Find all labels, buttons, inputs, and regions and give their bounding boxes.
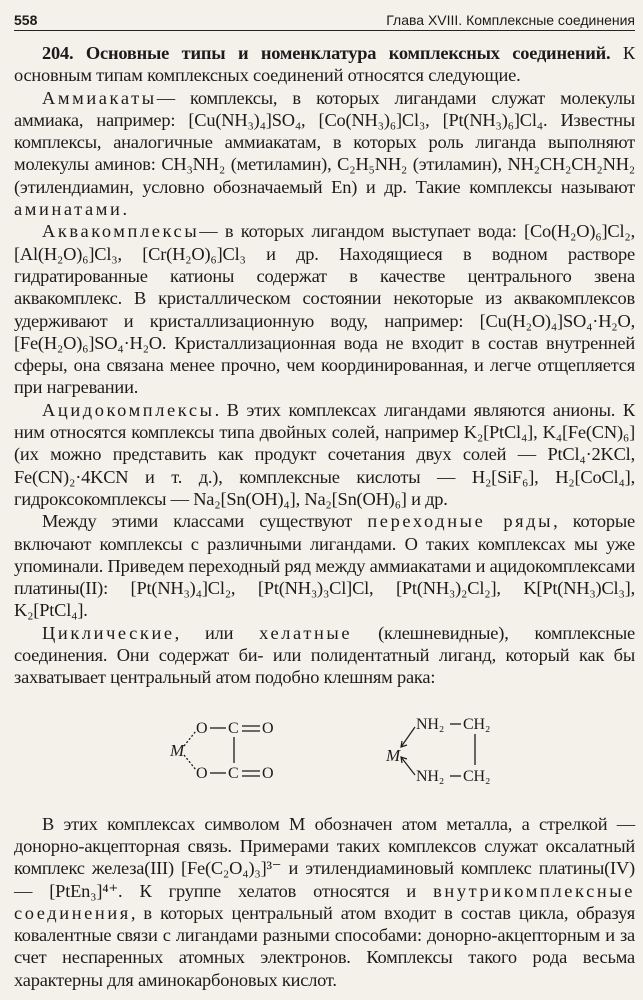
page	[14, 8, 635, 991]
en-arrow-bottom	[401, 757, 415, 775]
oxalate-o-bottom: O	[196, 764, 208, 782]
page-number: 558	[14, 12, 38, 28]
term-chelate: хелатные	[259, 622, 353, 643]
chelate-structures	[14, 691, 635, 809]
term-ammines: Аммиакаты	[42, 87, 157, 108]
oxalate-o-dbl-bottom: O	[262, 764, 274, 782]
formula-cu: [Cu(NH₃)₄]SO₄	[188, 109, 302, 130]
en-structure	[385, 716, 490, 785]
transitional-paragraph	[14, 510, 635, 621]
oxalate-o-top: O	[196, 719, 208, 737]
after-text: В этих комплексах символом М обозначен атом металла, а стрелкой — донорно-акцепторная связь. Примерами таких комплексов служат оксалатный комплекс железа(III) [Fe(C₂O₄)₃]³⁻ и этилендиаминовый комплекс платины(IV) — [PtEn₃]⁴⁺. К группе хелатов относятся и	[14, 813, 635, 901]
aqua-text: — в которых лигандом выступает вода: [Co(H₂O)₆]Cl₂, [Al(H₂O)₆]Cl₃, [Cr(H₂O)₆]Cl₃ и др. Находящиеся в водном растворе гидратированные катионы содержат в качестве центрального звена аквакомплекс. В кристаллическом состоянии некоторые из аквакомплексов удерживают и кристаллизационную воду, например: [Cu(H₂O)₄]SO₄·H₂O, [Fe(H₂O)₆]SO₄·H₂O. Кристаллизационная вода не входит в состав внутренней сферы, она связана менее прочно, чем координированная, и легче отщепляется при нагревании.	[14, 221, 635, 398]
en-arrow-top	[401, 727, 415, 747]
oxalate-o-dbl-top: O	[262, 719, 274, 737]
acido-paragraph	[14, 399, 635, 510]
formula-co: [Co(NH₃)₆]Cl₃	[318, 109, 426, 130]
term-acido: Ацидокомплексы	[42, 399, 215, 420]
chelate-structures-svg	[14, 691, 635, 809]
after-text-2: , в которых центральный атом входит в состав цикла, образуя ковалентные связи с лигандами разными способами: донорно-акцепторным и за счет неспаренных атомных электронов. Комплексы такого рода весьма характерны для аминокарбоновых кислот.	[14, 902, 635, 990]
page-header	[14, 8, 635, 31]
oxalate-bond-m-o-top	[184, 731, 196, 746]
term-cyclic: Циклические	[42, 622, 175, 643]
transitional-text: Между этими классами существуют	[42, 511, 368, 532]
term-transitional: переходные ряды	[367, 511, 554, 532]
section-heading: 204. Основные типы и номенклатура комплексных соединений.	[42, 43, 611, 63]
oxalate-bond-m-o-bottom	[184, 755, 196, 770]
section-paragraph	[14, 42, 635, 87]
en-ch2-bottom: CH₂	[463, 767, 491, 785]
body-text	[14, 42, 635, 991]
oxalate-metal: M	[170, 740, 184, 760]
en-n-top: NH₂	[416, 715, 445, 733]
oxalate-c-top: C	[228, 719, 239, 737]
ammines-end: .	[122, 199, 127, 220]
formula-pt: [Pt(NH₃)₆]Cl₄	[442, 109, 543, 130]
en-metal: M	[386, 745, 400, 765]
oxalate-structure	[169, 720, 273, 782]
ammines-text-2: . Известны комплексы, аналогичные аммиакатам, в которых роль лиганда выполняют молекулы аминов: CH₃NH₂ (метиламин), C₂H₅NH₂ (этиламин), NH₂CH₂CH₂NH₂ (этилендиамин, условно обозначаемый En) и др. Такие комплексы называют	[14, 109, 636, 197]
acido-text: . В этих комплексах лигандами являются анионы. К ним относятся комплексы типа двойных солей, например K₂[PtCl₄], K₄[Fe(CN)₆] (их можно представить как продукт сочетания двух солей — PtCl₄·2KCl, Fe(CN)₂·4KCN и т. д.), комплексные кислоты — H₂[SiF₆], H₂[CoCl₄], гидроксокомплексы — Na₂[Sn(OH)₄], Na₂[Sn(OH)₆] и др.	[14, 399, 635, 509]
transitional-text-2: , которые включают комплексы с различными лигандами. О таких комплексах мы уже упоминали. Приведем переходный ряд между аммиакатами и ацидокомплексами платины(II): [Pt(NH₃)₄]Cl₂, [Pt(NH₃)₃Cl]Cl, [Pt(NH₃)₂Cl₂], K[Pt(NH₃)Cl₃], K₂[PtCl₄].	[14, 511, 636, 621]
aqua-paragraph	[14, 220, 635, 398]
chelates-mid: , или	[174, 622, 260, 643]
running-head: Глава XVIII. Комплексные соединения	[386, 12, 635, 28]
term-intracomplex: внутрикомплексные соединения	[14, 880, 635, 923]
ammines-text: — комплексы, в которых лигандами служат молекулы аммиака, например:	[14, 87, 635, 130]
en-n-bottom: NH₂	[416, 767, 445, 785]
ammines-paragraph: Аммиакаты— комплексы, в которых лигандами служат молекулы аммиака, например: [Cu(NH₃)₄]SO₄, [Co(NH₃)₆]Cl₃, [Pt(NH₃)₆]Cl₄. Известны комплексы, аналогичные аммиакатам, в которых роль лиганда выполняют молекулы аминов: CH₃NH₂ (метиламин), C₂H₅NH₂ (этиламин), NH₂CH₂CH₂NH₂ (этилендиамин, условно обозначаемый En) и др. Такие комплексы называют аминатами.	[14, 87, 636, 220]
after-paragraph	[14, 813, 635, 991]
term-aqua: Аквакомплексы	[42, 221, 200, 242]
en-ch2-top: CH₂	[463, 715, 491, 733]
chelates-paragraph	[14, 622, 635, 689]
oxalate-c-bottom: C	[228, 764, 239, 782]
term-aminates: аминатами	[14, 199, 123, 220]
chelates-text: (клешневидные), комплексные соединения. Они содержат би- или полидентатный лиганд, который как бы захватывает центральный атом подобно клешням рака:	[14, 622, 635, 688]
intro-text: К основным типам комплексных соединений относятся следующие.	[14, 43, 635, 86]
